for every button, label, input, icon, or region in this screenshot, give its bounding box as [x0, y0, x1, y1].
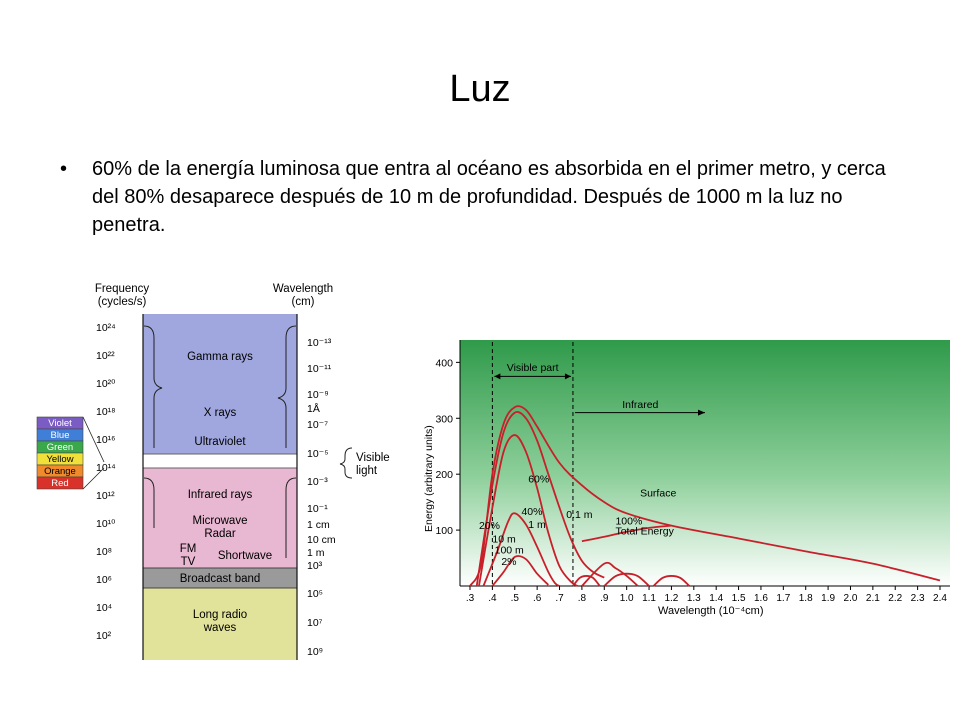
curve-sublabel: 2% — [501, 555, 517, 568]
wave-ticks — [307, 337, 336, 658]
freq-ticks — [96, 322, 116, 642]
band-fm-label: FM — [179, 543, 197, 555]
y-tick-label: 200 — [435, 469, 453, 482]
band-broadcast-label: Broadcast band — [179, 573, 261, 585]
x-tick-label: .6 — [532, 593, 542, 604]
y-tick-label: 400 — [435, 357, 453, 370]
wave-tick: 10 cm — [307, 534, 336, 546]
freq-tick: 10²⁴ — [96, 322, 116, 334]
plot-area — [460, 340, 950, 586]
y-ticks — [435, 357, 460, 537]
wave-tick: 10⁻¹³ — [307, 337, 332, 349]
x-tick-label: 1.0 — [619, 593, 634, 604]
energy-chart — [418, 322, 958, 622]
wave-tick: 10³ — [307, 560, 323, 572]
x-tick-label: 1.4 — [709, 593, 724, 604]
curve-label: 20% — [478, 519, 500, 532]
x-tick-label: 1.7 — [776, 593, 791, 604]
wave-tick: 10⁻¹¹ — [307, 363, 332, 375]
wave-tick: 10⁵ — [307, 588, 324, 600]
visible-label-1: Visible — [356, 452, 390, 464]
x-ticks — [466, 586, 948, 604]
band-radar-label: Radar — [204, 528, 236, 540]
x-tick-label: 2.2 — [888, 593, 903, 604]
band-xray-label: X rays — [203, 407, 237, 419]
wave-tick: 10⁻⁷ — [307, 419, 329, 431]
freq-tick: 10⁴ — [96, 602, 113, 614]
x-axis-label: Wavelength (10⁻⁴cm) — [658, 605, 764, 617]
x-tick-label: 2.1 — [865, 593, 880, 604]
y-tick-label: 100 — [435, 525, 453, 538]
curve-label: 100 m — [494, 544, 524, 557]
freq-header-1: Frequency — [94, 283, 150, 295]
band-uv-label: Ultraviolet — [194, 436, 246, 448]
curve-label: 40% — [521, 505, 543, 518]
color-label-green: Green — [46, 442, 74, 453]
freq-tick: 10⁸ — [96, 546, 113, 558]
curve-sublabel: 10 m — [492, 533, 516, 546]
x-tick-label: 1.5 — [731, 593, 746, 604]
x-tick-label: .4 — [488, 593, 497, 604]
band-shortwave-label: Shortwave — [217, 550, 273, 562]
wave-header-1: Wavelength — [272, 283, 334, 295]
color-label-violet: Violet — [48, 418, 72, 429]
band-tv-label: TV — [180, 556, 196, 568]
band-visible-bg — [143, 454, 297, 468]
wave-tick: 1 cm — [307, 519, 330, 531]
band-microwave-label: Microwave — [192, 515, 248, 527]
freq-tick: 10²⁰ — [96, 378, 116, 390]
y-axis-label: Energy (arbitrary units) — [423, 425, 435, 532]
curve-label: 100% — [615, 515, 643, 528]
visible-color-legend — [37, 417, 104, 489]
curve-label: 0.1 m — [566, 508, 593, 521]
color-label-red: Red — [51, 478, 69, 489]
visible-part-label: Visible part — [506, 361, 559, 374]
freq-tick: 10¹⁴ — [96, 462, 116, 474]
freq-tick: 10² — [96, 630, 112, 642]
curve-sublabel: 1 m — [528, 518, 546, 531]
slide-title: Luz — [449, 68, 511, 110]
y-tick-label: 300 — [435, 413, 453, 426]
wave-tick: 10⁻⁵ — [307, 448, 329, 460]
freq-tick: 10¹² — [96, 490, 115, 502]
wave-tick: 10⁷ — [307, 617, 323, 629]
band-long-label-2: waves — [203, 622, 237, 634]
x-tick-label: .7 — [555, 593, 564, 604]
x-tick-label: 1.3 — [686, 593, 701, 604]
freq-tick: 10⁶ — [96, 574, 113, 586]
curve-label: 60% — [528, 473, 550, 486]
x-tick-label: 1.6 — [753, 593, 768, 604]
color-label-orange: Orange — [44, 466, 76, 477]
wave-tick: 10⁻¹ — [307, 503, 328, 515]
wave-tick: 10⁹ — [307, 646, 324, 658]
x-tick-label: 2.3 — [910, 593, 925, 604]
wave-header-2: (cm) — [291, 296, 315, 308]
wave-tick: 1 m — [307, 547, 325, 559]
x-tick-label: .5 — [510, 593, 519, 604]
wave-tick: 10⁻⁹ — [307, 389, 329, 401]
color-label-yellow: Yellow — [46, 454, 74, 465]
spectrum-figure — [20, 278, 420, 698]
x-tick-label: 1.1 — [642, 593, 657, 604]
legend-connector — [83, 468, 104, 489]
curve-sublabel: Total Energy — [615, 525, 674, 538]
x-tick-label: .9 — [600, 593, 609, 604]
freq-tick: 10¹⁶ — [96, 434, 116, 446]
bullet-text: 60% de la energía luminosa que entra al océano es absorbida en el primer metro, y cerca del 80% desaparece después de 10 m de profundidad. Después de 1000 m la luz no penetra. — [92, 158, 886, 236]
infrared-label: Infrared — [622, 399, 659, 412]
freq-tick: 10²² — [96, 350, 115, 362]
color-label-blue: Blue — [50, 430, 70, 441]
x-tick-label: 2.0 — [843, 593, 858, 604]
x-tick-label: .8 — [577, 593, 587, 604]
wave-tick: 10⁻³ — [307, 476, 328, 488]
band-gamma-label: Gamma rays — [187, 351, 253, 363]
x-tick-label: .3 — [465, 593, 475, 604]
visible-brace — [340, 448, 352, 478]
x-tick-label: 1.8 — [798, 593, 813, 604]
wave-tick: 1Å — [307, 403, 320, 415]
freq-tick: 10¹⁸ — [96, 406, 116, 418]
x-tick-label: 2.4 — [933, 593, 947, 604]
freq-tick: 10¹⁰ — [96, 518, 116, 530]
bullet-dot: • — [60, 158, 68, 180]
curve-label: Surface — [640, 487, 677, 500]
x-tick-label: 1.2 — [664, 593, 679, 604]
band-ir-label: Infrared rays — [187, 489, 253, 501]
freq-header-2: (cycles/s) — [97, 296, 147, 308]
visible-label-2: light — [356, 465, 378, 477]
x-tick-label: 1.9 — [821, 593, 836, 604]
band-gamma-bg — [143, 314, 297, 454]
band-long-label-1: Long radio — [192, 609, 248, 621]
